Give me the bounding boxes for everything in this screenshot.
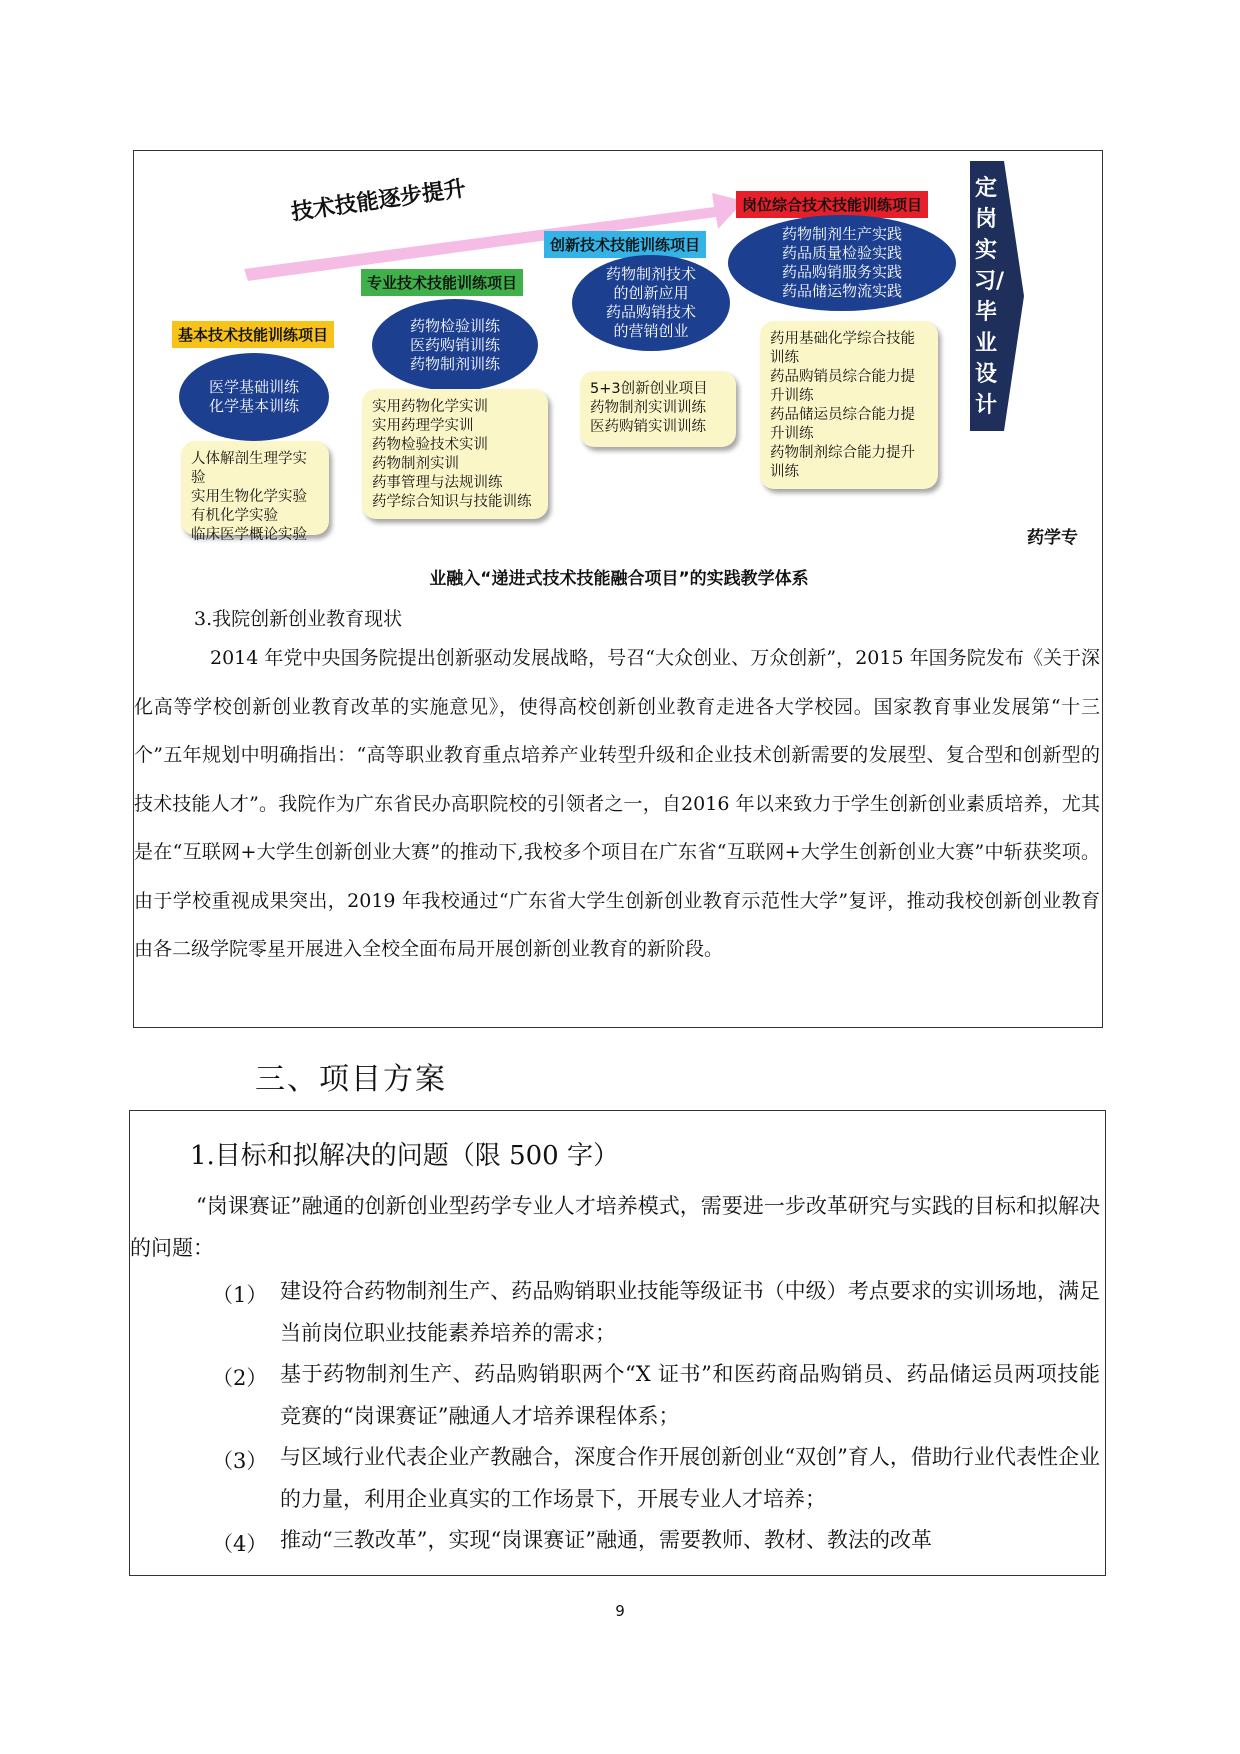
goal-intro: “岗课赛证”融通的创新创业型药学专业人才培养模式，需要进一步改革研究与实践的目标和拟解决的问题： [130, 1194, 1100, 1260]
figure-caption: 业融入“递进式技术技能融合项目”的实践教学体系 [429, 569, 809, 589]
content-box-1 [133, 150, 1103, 1028]
item-1-text: 建设符合药物制剂生产、药品购销职业技能等级证书（中级）考点要求的实训场地，满足当前岗位职业技能素养培养的需求； [280, 1279, 1100, 1345]
item-3-number: （3） [212, 1449, 268, 1473]
stage-3-tag: 创新技术技能训练项目 [544, 231, 706, 258]
side-bar-label: 定岗实习/毕业设计 [974, 176, 1005, 418]
caption-right: 药学专 [1027, 528, 1078, 548]
item-2-number: （2） [212, 1366, 268, 1390]
goal-title: 1.目标和拟解决的问题（限 500 字） [190, 1141, 619, 1171]
stage-1-tag: 基本技术技能训练项目 [172, 321, 334, 348]
page-number: 9 [615, 1602, 625, 1620]
teaching-system-figure [134, 151, 1104, 551]
stage-1-card: 人体解剖生理学实验 实用生物化学实验 有机化学实验 临床医学概论实验 [181, 441, 329, 535]
stage-4-tag: 岗位综合技术技能训练项目 [736, 191, 928, 218]
section-subheading: 3.我院创新创业教育现状 [194, 608, 403, 630]
item-2-text: 基于药物制剂生产、药品购销职两个“X 证书”和医药商品购销员、药品储运员两项技能竞赛的“岗课赛证”融通人才培养课程体系； [280, 1362, 1100, 1428]
stage-4-card: 药用基础化学综合技能训练 药品购销员综合能力提升训练 药品储运员综合能力提升训练 药物制剂综合能力提升训练 [760, 321, 938, 489]
stage-3-oval: 药物制剂技术 的创新应用 药品购销技术 的营销创业 [572, 255, 730, 351]
item-3-text: 与区域行业代表企业产教融合，深度合作开展创新创业“双创”育人，借助行业代表性企业的力量，利用企业真实的工作场景下，开展专业人才培养； [280, 1445, 1100, 1511]
content-box-2 [129, 1110, 1106, 1576]
item-4-text: 推动“三教改革”，实现“岗课赛证”融通，需要教师、教材、教法的改革 [280, 1528, 932, 1552]
item-1-number: （1） [212, 1283, 268, 1307]
status-paragraph: 2014 年党中央国务院提出创新驱动发展战略，号召“大众创业、万众创新”，2015 年国务院发布《关于深化高等学校创新创业教育改革的实施意见》，使得高校创新创业教育走进各大学校园。国家教育事业发展第“十三个”五年规划中明确指出：“高等职业教育重点培养产业转型升级和企业技术创新需要的发展型、复合型和创新型的技术技能人才”。我院作为广东省民办高职院校的引领者之一，自2016 年以来致力于学生创新创业素质培养，尤其是在“互联网+大学生创新创业大赛”的推动下,我校多个项目在广东省“互联网+大学生创新创业大赛”中斩获奖项。由于学校重视成果突出，2019 年我校通过“广东省大学生创新创业教育示范性大学”复评，推动我校创新创业教育由各二级学院零星开展进入全校全面布局开展创新创业教育的新阶段。 [134, 647, 1100, 960]
stage-2-card: 实用药物化学实训 实用药理学实训 药物检验技术实训 药物制剂实训 药事管理与法规训练 药学综合知识与技能训练 [362, 389, 548, 519]
stage-1-oval: 医学基础训练 化学基本训练 [179, 353, 329, 441]
stage-2-oval: 药物检验训练 医药购销训练 药物制剂训练 [372, 299, 538, 391]
section-heading: 三、项目方案 [255, 1062, 447, 1097]
arrow-label: 技术技能逐步提升 [289, 176, 468, 226]
stage-2-tag: 专业技术技能训练项目 [361, 269, 523, 296]
stage-3-card: 5+3创新创业项目 药物制剂实训训练 医药购销实训训练 [580, 371, 736, 447]
stage-4-oval: 药物制剂生产实践 药品质量检验实践 药品购销服务实践 药品储运物流实践 [728, 215, 956, 311]
item-4-number: （4） [212, 1532, 268, 1556]
